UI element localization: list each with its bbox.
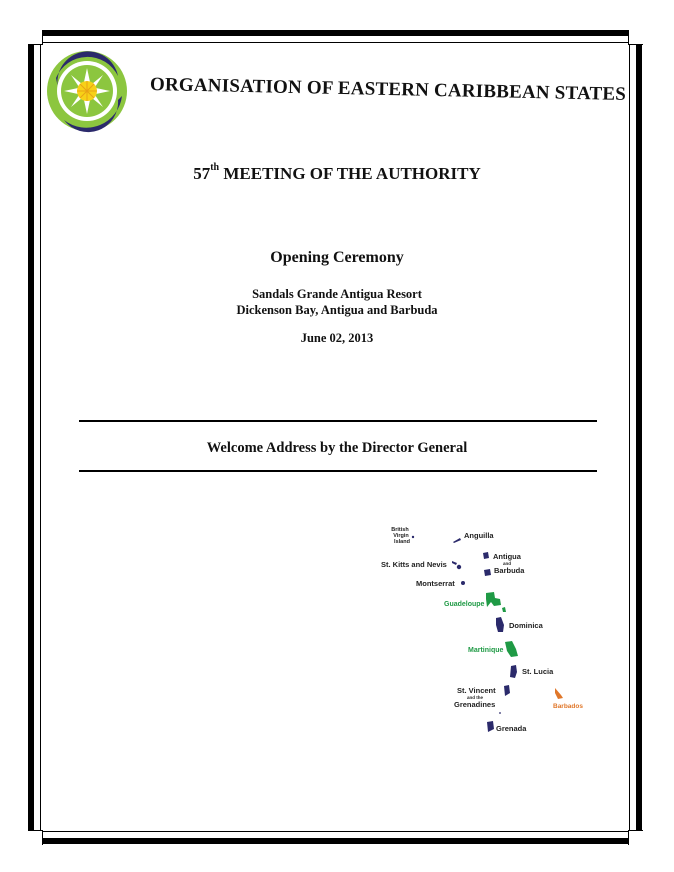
map-label-bvi-1: British (391, 527, 409, 533)
map-label-anguilla: Anguilla (464, 531, 494, 540)
border-corner (628, 30, 643, 45)
address-title: Welcome Address by the Director General (206, 440, 468, 456)
map-label-grenada: Grenada (496, 724, 527, 733)
island-grenada (487, 721, 494, 732)
island-marie-galante (502, 607, 506, 612)
organisation-title: ORGANISATION OF EASTERN CARIBBEAN STATES (149, 74, 627, 105)
island-bvi (412, 536, 414, 538)
meeting-name: MEETING OF THE AUTHORITY (223, 164, 481, 183)
divider-top (79, 420, 597, 422)
border-corner (28, 30, 43, 45)
island-montserrat (461, 581, 465, 585)
meeting-title (0, 164, 674, 184)
map-label-st-vincent-1: St. Vincent (457, 686, 496, 695)
island-martinique (505, 641, 518, 657)
map-label-st-vincent-2: and the (467, 695, 484, 700)
island-anguilla (453, 538, 461, 543)
map-label-antigua-3: Barbuda (494, 566, 525, 575)
map-label-bvi-2: Virgin (393, 533, 409, 539)
island-grenadines (499, 712, 501, 714)
island-nevis (457, 565, 461, 569)
divider-bottom (79, 470, 597, 472)
map-label-bvi-3: Island (394, 539, 410, 545)
island-barbuda (483, 552, 489, 559)
map-label-antigua-2: and (503, 561, 512, 566)
border-corner (628, 830, 643, 845)
map-label-st-kitts: St. Kitts and Nevis (381, 560, 447, 569)
oecs-islands-map (370, 515, 600, 745)
map-label-st-lucia: St. Lucia (522, 667, 554, 676)
map-label-montserrat: Montserrat (416, 579, 455, 588)
venue (0, 286, 674, 318)
map-label-antigua-1: Antigua (493, 552, 521, 561)
venue-line-1: Sandals Grande Antigua Resort (252, 287, 422, 301)
island-st-kitts (452, 561, 457, 565)
island-antigua (484, 569, 491, 576)
oecs-sun-logo-icon (44, 48, 130, 134)
island-barbados (555, 688, 563, 699)
border-corner (28, 830, 43, 845)
meeting-number-suffix: th (210, 162, 220, 174)
map-label-martinique: Martinique (468, 647, 504, 654)
meeting-number: 57 (193, 164, 211, 183)
island-st-vincent (504, 685, 510, 696)
map-label-barbados: Barbados (553, 703, 583, 710)
event-date: June 02, 2013 (300, 331, 374, 345)
venue-line-2: Dickenson Bay, Antigua and Barbuda (236, 303, 438, 317)
island-st-lucia (510, 665, 517, 678)
island-guadeloupe (486, 592, 501, 607)
map-label-dominica: Dominica (509, 621, 543, 630)
event-title: Opening Ceremony (270, 249, 404, 266)
island-dominica (496, 617, 504, 632)
map-label-st-vincent-3: Grenadines (454, 700, 496, 709)
map-label-guadeloupe: Guadeloupe (444, 601, 485, 608)
